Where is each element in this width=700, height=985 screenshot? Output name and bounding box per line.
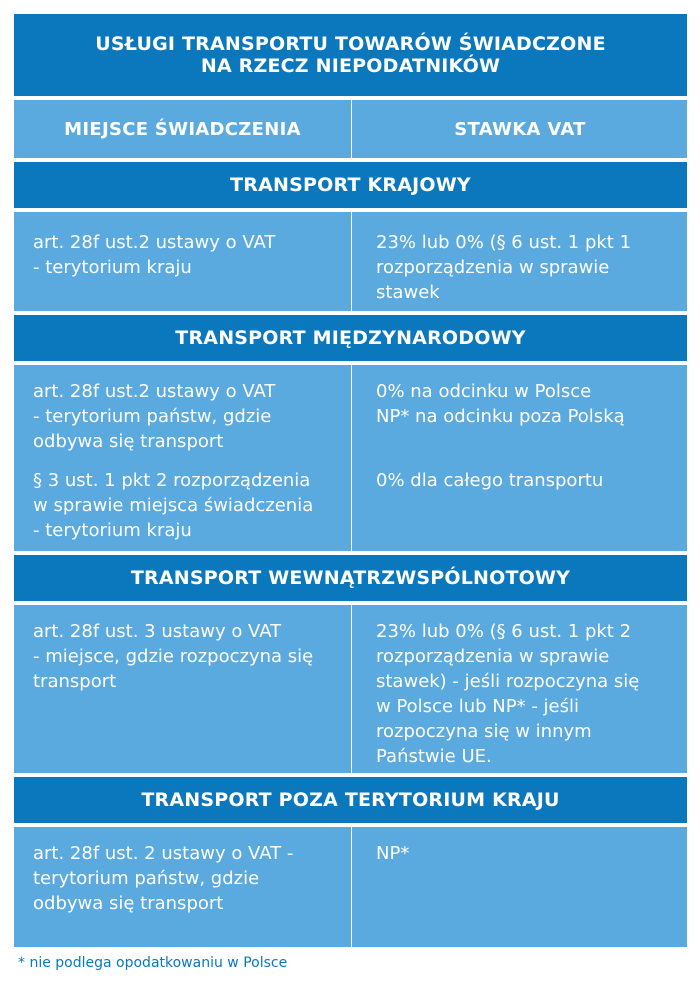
column-header-row — [14, 100, 687, 158]
table-row — [14, 605, 687, 773]
footnote: * nie podlega opodatkowaniu w Polsce — [18, 955, 288, 971]
rate-cell — [353, 212, 687, 311]
rate-text: 0% na odcinku w Polsce NP* na odcinku poza Polską — [376, 381, 625, 427]
table-title-line-1: USŁUGI TRANSPORTU TOWARÓW ŚWIADCZONE — [95, 33, 606, 55]
rate-text: 23% lub 0% (§ 6 ust. 1 pkt 2 rozporządzenia w sprawie stawek) - jeśli rozpoczyna się w Polsce lub NP* - jeśli rozpoczyna się w innym Państwie UE. — [376, 621, 640, 767]
place-text: art. 28f ust. 2 ustawy o VAT - terytorium państw, gdzie odbywa się transport — [33, 843, 294, 914]
column-header-vat-rate: STAWKA VAT — [454, 118, 586, 140]
place-text: art. 28f ust. 3 ustawy o VAT - miejsce, gdzie rozpoczyna się transport — [33, 621, 314, 692]
place-text: art. 28f ust.2 ustawy o VAT - terytorium kraju — [33, 232, 276, 278]
rate-cell — [353, 605, 687, 773]
table-title-line-2: NA RZECZ NIEPODATNIKÓW — [200, 55, 501, 77]
place-cell — [14, 212, 352, 311]
section-heading-text: TRANSPORT KRAJOWY — [230, 174, 471, 196]
section-heading-outside-country — [14, 777, 687, 823]
rate-text: NP* — [376, 843, 410, 864]
section-heading-text: TRANSPORT WEWNĄTRZWSPÓLNOTOWY — [130, 567, 571, 589]
place-cell — [14, 827, 352, 947]
section-heading-text: TRANSPORT POZA TERYTORIUM KRAJU — [141, 789, 560, 811]
section-heading-domestic — [14, 162, 687, 208]
table-row — [14, 365, 687, 551]
column-header-place: MIEJSCE ŚWIADCZENIA — [14, 100, 352, 158]
rate-cell — [353, 365, 687, 551]
rate-text: 0% dla całego transportu — [376, 470, 604, 491]
table-title — [14, 14, 687, 96]
place-cell — [14, 365, 352, 551]
table-row — [14, 827, 687, 947]
section-heading-intra-community — [14, 555, 687, 601]
rate-cell — [353, 827, 687, 947]
place-text: art. 28f ust.2 ustawy o VAT - terytorium państw, gdzie odbywa się transport — [33, 381, 276, 452]
place-cell — [14, 605, 352, 773]
rate-text: 23% lub 0% (§ 6 ust. 1 pkt 1 rozporządzenia w sprawie stawek — [376, 232, 632, 303]
table-row — [14, 212, 687, 311]
place-text: § 3 ust. 1 pkt 2 rozporządzenia w sprawie miejsca świadczenia - terytorium kraju — [33, 470, 314, 541]
section-heading-text: TRANSPORT MIĘDZYNARODOWY — [175, 327, 526, 349]
section-heading-international — [14, 315, 687, 361]
